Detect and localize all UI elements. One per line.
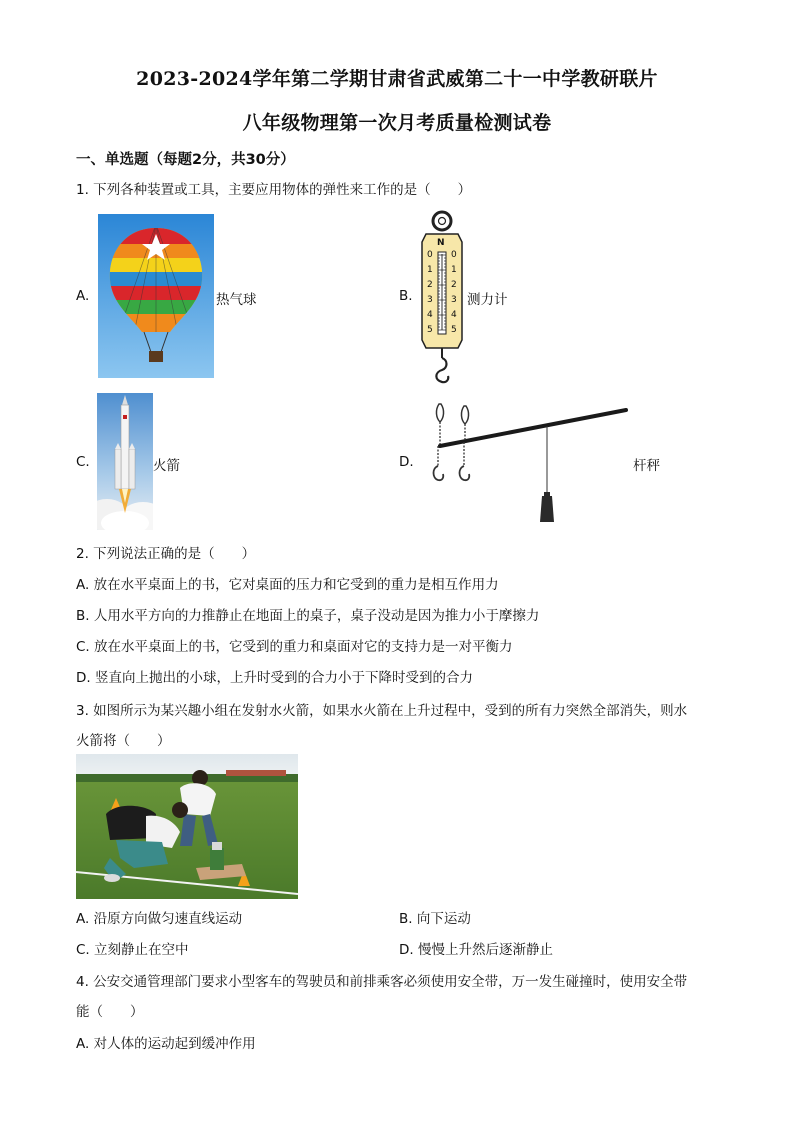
q1-stem: 1. 下列各种装置或工具，主要应用物体的弹性来工作的是（ ） xyxy=(76,182,472,198)
scale-tick-label: 0 xyxy=(427,250,433,260)
q3-option-d: D. 慢慢上升然后逐渐静止 xyxy=(399,942,553,958)
scale-tick-label: 4 xyxy=(451,310,457,320)
scale-tick-label: 1 xyxy=(451,265,457,275)
q1-option-c-letter: C. xyxy=(76,454,90,470)
scale-tick-label: 3 xyxy=(427,295,433,305)
q4-option-a: A. 对人体的运动起到缓冲作用 xyxy=(76,1036,256,1052)
q4-stem-line1: 4. 公安交通管理部门要求小型客车的驾驶员和前排乘客必须使用安全带，万一发生碰撞时，使用安全带 xyxy=(76,974,688,990)
scale-tick-label: 5 xyxy=(427,325,433,335)
rocket-image xyxy=(97,393,153,530)
q3-option-a: A. 沿原方向做匀速直线运动 xyxy=(76,911,243,927)
q1-option-a-label: 热气球 xyxy=(216,292,257,308)
hot-air-balloon-image xyxy=(98,214,214,378)
q1-option-d-letter: D. xyxy=(399,454,414,470)
q2-option-a: A. 放在水平桌面上的书，它对桌面的压力和它受到的重力是相互作用力 xyxy=(76,577,499,593)
exam-title-line2: 八年级物理第一次月考质量检测试卷 xyxy=(242,112,552,134)
scale-tick-label: 2 xyxy=(427,280,433,290)
q2-option-d: D. 竖直向上抛出的小球，上升时受到的合力小于下降时受到的合力 xyxy=(76,670,473,686)
water-rocket-photo xyxy=(76,754,298,899)
scale-tick-label: 3 xyxy=(451,295,457,305)
q3-option-c: C. 立刻静止在空中 xyxy=(76,942,189,958)
q2-stem: 2. 下列说法正确的是（ ） xyxy=(76,546,256,562)
scale-tick-label: 4 xyxy=(427,310,433,320)
exam-title-line1: 2023-2024学年第二学期甘肃省武威第二十一中学教研联片 xyxy=(136,68,658,90)
scale-tick-label: 1 xyxy=(427,265,433,275)
q2-option-b: B. 人用水平方向的力推静止在地面上的桌子，桌子没动是因为推力小于摩擦力 xyxy=(76,608,540,624)
scale-tick-label: 0 xyxy=(451,250,457,260)
q3-stem-line1: 3. 如图所示为某兴趣小组在发射水火箭，如果水火箭在上升过程中，受到的所有力突然全部消失，则水 xyxy=(76,703,688,719)
steelyard-image xyxy=(426,400,630,528)
scale-unit-label: N xyxy=(437,238,445,248)
scale-tick-label: 5 xyxy=(451,325,457,335)
q1-option-d-label: 杆秤 xyxy=(633,458,660,474)
q1-option-b-label: 测力计 xyxy=(467,292,508,308)
q1-option-a-letter: A. xyxy=(76,288,90,304)
q1-option-c-label: 火箭 xyxy=(153,458,180,474)
q3-option-b: B. 向下运动 xyxy=(399,911,471,927)
section-heading: 一、单选题（每题2分，共30分） xyxy=(76,152,295,168)
scale-tick-label: 2 xyxy=(451,280,457,290)
q1-option-b-letter: B. xyxy=(399,288,413,304)
q4-stem-line2: 能（ ） xyxy=(76,1004,144,1020)
spring-scale-image xyxy=(418,208,466,386)
q2-option-c: C. 放在水平桌面上的书，它受到的重力和桌面对它的支持力是一对平衡力 xyxy=(76,639,513,655)
q3-stem-line2: 火箭将（ ） xyxy=(76,733,171,749)
